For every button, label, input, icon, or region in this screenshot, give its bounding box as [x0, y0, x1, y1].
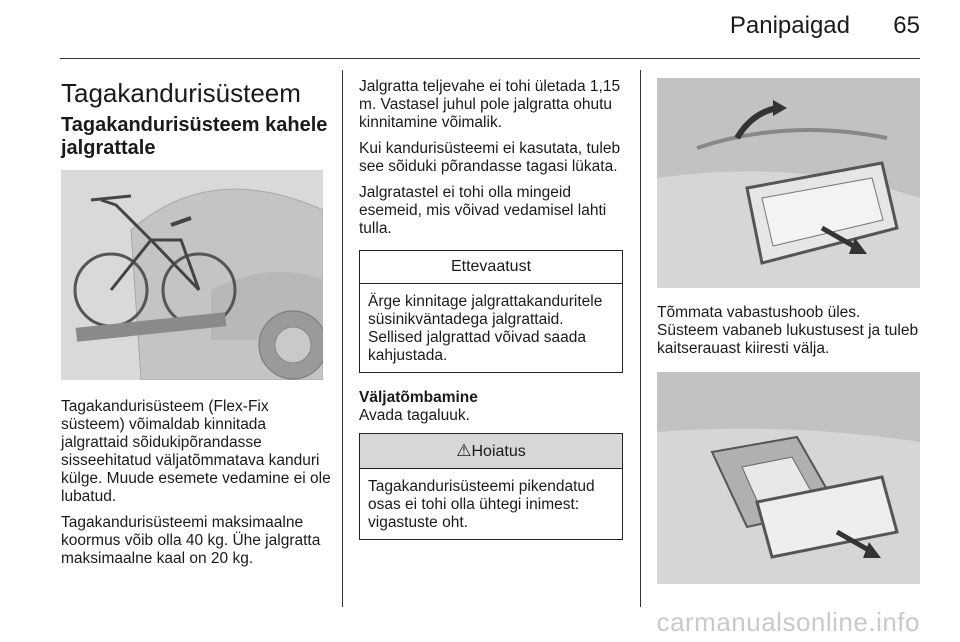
release-lever-paragraph: Tõmmata vabastushoob üles. Süsteem vabaneb lukustusest ja tuleb kaitserauast kiiresti välja.: [657, 304, 919, 357]
header-divider: [60, 58, 920, 59]
column-2: [359, 78, 623, 556]
loose-items-paragraph: Jalgratastel ei tohi olla mingeid esemeid, mis võivad vedamisel lahti tulla.: [359, 184, 607, 237]
caution-title: Ettevaatust: [360, 251, 622, 284]
column-1: [61, 78, 331, 576]
storage-paragraph: Kui kandurisüsteemi ei kasutata, tuleb see sõiduki põrandasse tagasi lükata.: [359, 140, 621, 175]
column-divider-1: [342, 70, 343, 607]
page-number: 65: [893, 12, 920, 39]
load-paragraph: Tagakandurisüsteemi maksimaalne koormus võib olla 40 kg. Ühe jalgratta maksimaalne kaal on 20 kg.: [61, 514, 321, 567]
watermark: carmanualsonline.info: [656, 607, 920, 637]
column-3: [657, 78, 920, 584]
intro-paragraph: Tagakandurisüsteem (Flex-Fix süsteem) võimaldab kinnitada jalgrattaid sõidukipõrandasse sisseehitatud väljatõmmatava kanduri külge. Muude esemete vedamine ei ole lubatud.: [61, 398, 331, 505]
bike-carrier-illustration: [61, 170, 323, 380]
warning-box: [359, 433, 623, 540]
caution-box: [359, 250, 623, 373]
warning-header: [360, 434, 622, 469]
warning-title: Hoiatus: [471, 443, 526, 460]
carrier-extended-illustration: [657, 372, 920, 584]
page-header-title: Panipaigad: [729, 12, 850, 39]
wheelbase-paragraph: Jalgratta teljevahe ei tohi ületada 1,15 m. Vastasel juhul pole jalgratta ohutu kinnitamine võimalik.: [359, 78, 621, 131]
warning-triangle-icon: ⚠: [456, 441, 472, 460]
warning-text: Tagakandurisüsteemi pikendatud osas ei tohi olla ühtegi inimest: vigastuste oht.: [368, 478, 595, 531]
open-tailgate-text: Avada tagaluuk.: [359, 407, 470, 424]
section-title: Tagakandurisüsteem: [61, 78, 301, 108]
subsection-title: Tagakandurisüsteem kahele jalgrattale: [61, 114, 328, 159]
extraction-heading: Väljatõmbamine: [359, 389, 478, 406]
release-lever-illustration: [657, 78, 920, 288]
column-divider-2: [640, 70, 641, 607]
caution-text: Ärge kinnitage jalgrattakanduritele süsinikväntadega jalgrattaid. Sellised jalgrattad võivad saada kahjustada.: [368, 293, 603, 364]
